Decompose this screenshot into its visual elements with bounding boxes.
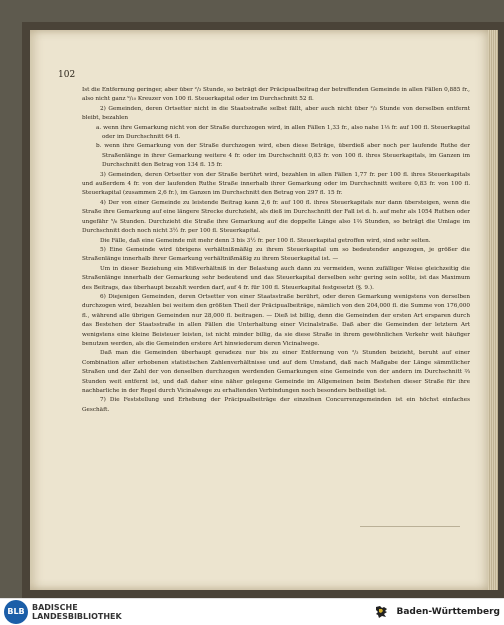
show-through-line <box>360 526 460 527</box>
page-body <box>82 86 470 415</box>
paragraph: Die Fälle, daß eine Gemeinde mit mehr denn 3 bis 3½ fr. per 100 fl. Steuerkapital getroffen wird, sind sehr selten. <box>100 237 431 244</box>
library-name-line2: LANDESBIBLIOTHEK <box>32 612 122 621</box>
paragraph: 4) Der von einer Gemeinde zu leistende Beitrag kann 2,6 fr. auf 100 fl. ihres Steuerkapitals nur dann übersteigen, wenn die Straße ihre Gemarkung auf eine längere Strecke durchzieht, als dieß im Durchschnitt der Fall ist d. h. auf mehr als 1054 Ruthen oder ungefähr ⁵/₆ Stunden. Durchzieht die Straße ihre Gemarkung auf die doppelte Länge also 1⅔ Stunden, so beträgt die Umlage im Durchschnitt doch noch nicht 3½ fr. per 100 fl. Steuerkapital. <box>82 199 470 235</box>
paragraph: Um in dieser Beziehung ein Mißverhältniß in der Belastung auch dann zu vermeiden, wenn zufälliger Weise gleichzeitig die Straßenlänge innerhalb der Gemarkung sehr bedeutend und das Steuerkapital derselben sehr gering sein sollte, ist das Maximum des Beitrags, das überhaupt bezahlt werden darf, auf 4 fr. für 100 fl. Steuerkapital festgesetzt (§. 9.). <box>82 265 470 291</box>
paragraph: Ist die Entfernung geringer, aber über ²/₃ Stunde, so beträgt der Präcipualbeitrag der betreffenden Gemeinde in allen Fällen 0,885 fr., also nicht ganz ⁹/₁₀ Kreuzer von 100 fl. Steuerkapital oder im Durchschnitt 52 fl. <box>82 87 470 103</box>
baden-wuerttemberg-brand[interactable] <box>374 603 500 621</box>
footer-bar <box>0 598 504 625</box>
page-number: 102 <box>58 70 76 80</box>
paragraph: 2) Gemeinden, deren Ortsetter nicht in die Staatsstraße selbst fällt, aber auch nicht über ²/₃ Stunde von derselben entfernt bleibt, bezahlen <box>82 105 470 122</box>
paragraph: 5) Eine Gemeinde wird übrigens verhältnißmäßig zu ihrem Steuerkapital um so bedeutender angezogen, je größer die Straßenlänge innerhalb ihrer Gemarkung verhältnißmäßig zu ihrem Steuerkapital ist. — <box>82 246 470 263</box>
paragraph: 6) Diejenigen Gemeinden, deren Ortsetter von einer Staatsstraße berührt, oder deren Gemarkung wenigstens von derselben durchzogen wird, bezahlen bei weitem den größten Theil der Präcipualbeiträge, nämlich von den 204,000 fl. die Summe von 176,000 fl., während alle übrigen Gemeinden nur 28,000 fl. beitragen. — Dieß ist billig, denn die Gemeinden der ersten Art ersparen durch das Bestehen der Staatsstraße in allen Fällen die Unterhaltung einer Vicinalstraße. Daß aber die Gemeinden der letztern Art wenigstens eine kleine Beisteuer leisten, ist nicht minder billig, da sie diese Straße in ihrem gewöhnlichen Verkehr weit häufiger benutzen werden, als die Gemeinden erstere Art hinwiederum deren Vicinalwege. <box>82 293 470 347</box>
library-name[interactable] <box>32 603 122 621</box>
paragraph: Daß man die Gemeinden überhaupt geradezu nur bis zu einer Entfernung von ²/₃ Stunden beizieht, beruht auf einer Combination aller erhobenen statistischen Zahlenverhältnisse und auf dem Umstand, daß nach Maßgabe der Länge sämmtlicher Straßen und der Zahl der von denselben durchzogen werdenden Gemarkungen eine Gemeinde von der andern im Durchschnitt ⅔ Stunden weit entfernt ist, und daß daher eine näher gelegene Gemeinde im Allgemeinen beim Bestehen dieser Straße für ihre nachbarliche in der Regel durch Vicinalwege zu erhaltenden Verbindungen noch besonders betheiligt ist. <box>82 350 470 394</box>
page-edges <box>488 30 498 590</box>
paragraph: 3) Gemeinden, deren Ortsetter von der Straße berührt wird, bezahlen in allen Fällen 1,77 fr. per 100 fl. ihres Steuerkapitals und außerdem 4 fr. von der laufenden Ruthe Straße innerhalb ihrer Gemarkung oder im Durchschnitt weitere 0,83 fr. von 100 fl. Steuerkapital (zusammen 2,6 fr.), im Ganzen im Durchschnitt den Betrag von 297 fl. 15 fr. <box>82 171 470 197</box>
paragraph: 7) Die Feststellung und Erhebung der Präcipualbeiträge der einzelnen Concurrenzgemeinden ist ein höchst einfaches Geschäft. <box>82 397 470 413</box>
paragraph: a. wenn ihre Gemarkung nicht von der Straße durchzogen wird, in allen Fällen 1,33 fr., also nahe 1⅓ fr. auf 100 fl. Steuerkapital oder im Durchschnitt 64 fl. <box>96 124 470 141</box>
state-name: Baden-Württemberg <box>396 607 500 617</box>
lions-crest-icon <box>374 604 390 620</box>
paragraph: b. wenn ihre Gemarkung von der Straße durchzogen wird, eben diese Beträge, überdieß aber noch per laufende Ruthe der Straßenlänge in ihrer Gemarkung weitere 4 fr. oder im Durchschnitt 0,83 fr. von 100 fl. ihres Steuerkapitals, im Ganzen im Durchschnitt den Betrag von 134 fl. 15 fr. <box>96 143 470 169</box>
blb-logo-icon[interactable]: BLB <box>4 600 28 624</box>
library-name-line1: BADISCHE <box>32 603 78 612</box>
